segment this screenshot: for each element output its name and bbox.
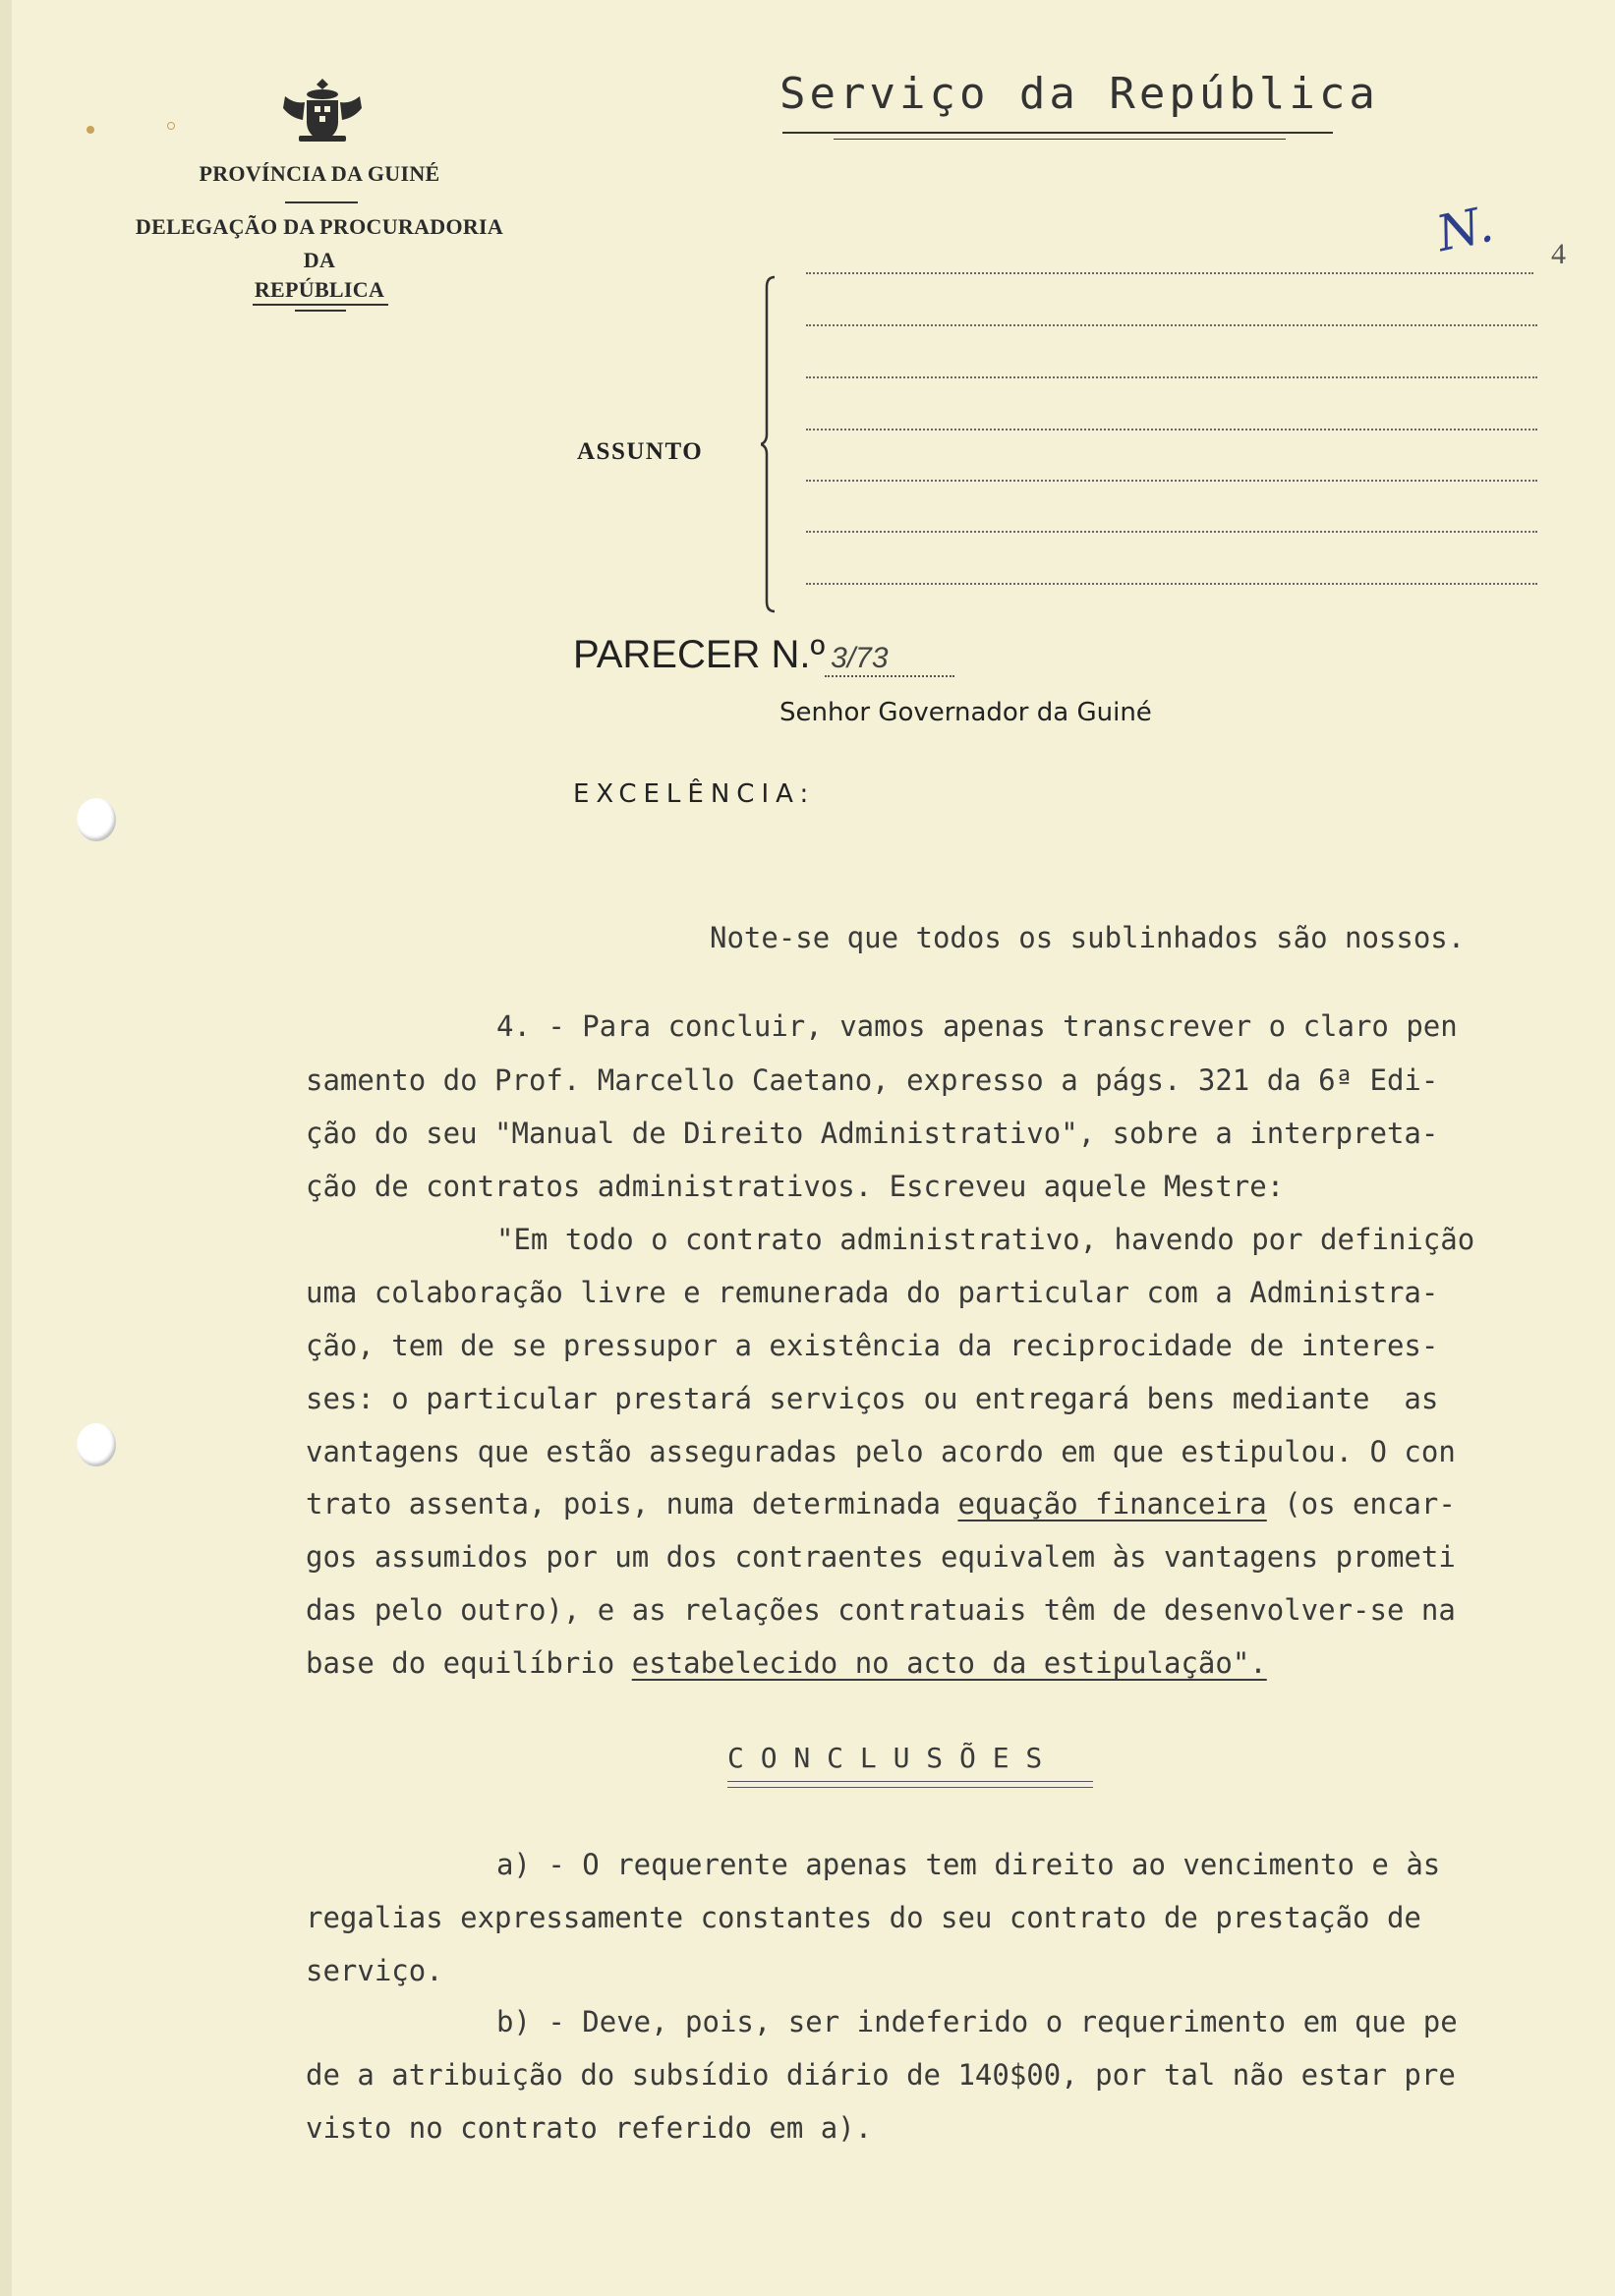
conclusion-a-line-2: regalias expressamente constantes do seu contrato de prestação de <box>306 1901 1421 1934</box>
stain-mark <box>167 122 175 130</box>
conclusion-b-line-3: visto no contrato referido em a). <box>306 2111 873 2145</box>
assunto-line-6 <box>806 531 1537 533</box>
paragraph-4-line-1: 4. - Para concluir, vamos apenas transcrever o claro pen <box>496 1009 1458 1043</box>
paragraph-4-line-2: samento do Prof. Marcello Caetano, expresso a págs. 321 da 6ª Edi- <box>306 1063 1439 1097</box>
page-number: 4 <box>1551 238 1566 270</box>
underlined-phrase: equação financeira <box>957 1487 1267 1521</box>
conclusion-b-line-1: b) - Deve, pois, ser indeferido o requerimento em que pe <box>496 2005 1458 2038</box>
province-title: PROVÍNCIA DA GUINÉ <box>199 161 440 186</box>
paragraph-4-line-4: ção de contratos administrativos. Escreveu aquele Mestre: <box>306 1170 1285 1203</box>
assunto-label: ASSUNTO <box>577 438 704 465</box>
quote-line-6 <box>306 1487 1456 1521</box>
service-rule-top <box>782 132 1333 134</box>
quote-line-1: "Em todo o contrato administrativo, havendo por definição <box>496 1223 1475 1256</box>
parecer-label: PARECER N.º <box>573 633 826 676</box>
punch-hole-bottom <box>77 1423 116 1466</box>
service-rule-bottom <box>834 139 1286 140</box>
salutation: EXCELÊNCIA: <box>573 779 816 809</box>
conclusion-a-line-3: serviço. <box>306 1954 443 1987</box>
header-underline <box>253 304 388 306</box>
conclusion-a-line-1: a) - O requerente apenas tem direito ao vencimento e às <box>496 1848 1441 1881</box>
assunto-line-3 <box>806 376 1537 378</box>
assunto-line-5 <box>806 480 1537 482</box>
delegation-line-1: DELEGAÇÃO DA PROCURADORIA <box>135 214 504 239</box>
quote-line-7: gos assumidos por um dos contraentes equivalem às vantagens prometi <box>306 1540 1456 1574</box>
conclusions-title: C O N C L U S Õ E S <box>727 1742 1043 1774</box>
assunto-line-4 <box>806 429 1537 430</box>
paragraph-4-line-3: ção do seu "Manual de Direito Administrativo", sobre a interpreta- <box>306 1117 1439 1150</box>
assunto-brace <box>761 275 790 629</box>
quote-line-3: ção, tem de se pressupor a existência da reciprocidade de interes- <box>306 1329 1439 1362</box>
underlined-phrase: estabelecido no acto da estipulação". <box>631 1646 1267 1680</box>
quote-line-6-end: (os encar- <box>1266 1487 1456 1521</box>
quote-line-9 <box>306 1646 1267 1680</box>
delegation-line-2: DA <box>303 248 336 272</box>
parecer-number: 3/73 <box>825 642 954 677</box>
note-line: Note-se que todos os sublinhados são nossos. <box>710 921 1466 954</box>
header-underline-short <box>295 310 346 312</box>
delegation-line-3: REPÚBLICA <box>254 277 385 302</box>
punch-hole-top <box>77 798 116 841</box>
assunto-line-7 <box>806 583 1537 585</box>
addressee: Senhor Governador da Guiné <box>779 698 1152 727</box>
quote-line-4: ses: o particular prestará serviços ou entregará bens mediante as <box>306 1382 1439 1415</box>
quote-line-5: vantagens que estão asseguradas pelo acordo em que estipulou. O con <box>306 1435 1456 1468</box>
assunto-line-1 <box>806 272 1533 274</box>
stain-mark <box>87 126 94 134</box>
conclusions-double-underline <box>727 1781 1093 1788</box>
handwritten-initials: N. <box>1431 195 1498 263</box>
quote-line-6-start: trato assenta, pois, numa determinada <box>306 1487 958 1521</box>
assunto-line-2 <box>806 324 1537 326</box>
parecer-heading <box>573 633 954 677</box>
service-title: Serviço da República <box>779 69 1379 119</box>
quote-line-2: uma colaboração livre e remunerada do particular com a Administra- <box>306 1276 1439 1309</box>
quote-line-8: das pelo outro), e as relações contratuais têm de desenvolver-se na <box>306 1593 1456 1627</box>
header-divider <box>285 201 358 203</box>
conclusion-b-line-2: de a atribuição do subsídio diário de 140$00, por tal não estar pre <box>306 2058 1456 2092</box>
paper-edge <box>0 0 12 2296</box>
quote-line-9-start: base do equilíbrio <box>306 1646 632 1680</box>
coat-of-arms-icon <box>277 75 368 147</box>
